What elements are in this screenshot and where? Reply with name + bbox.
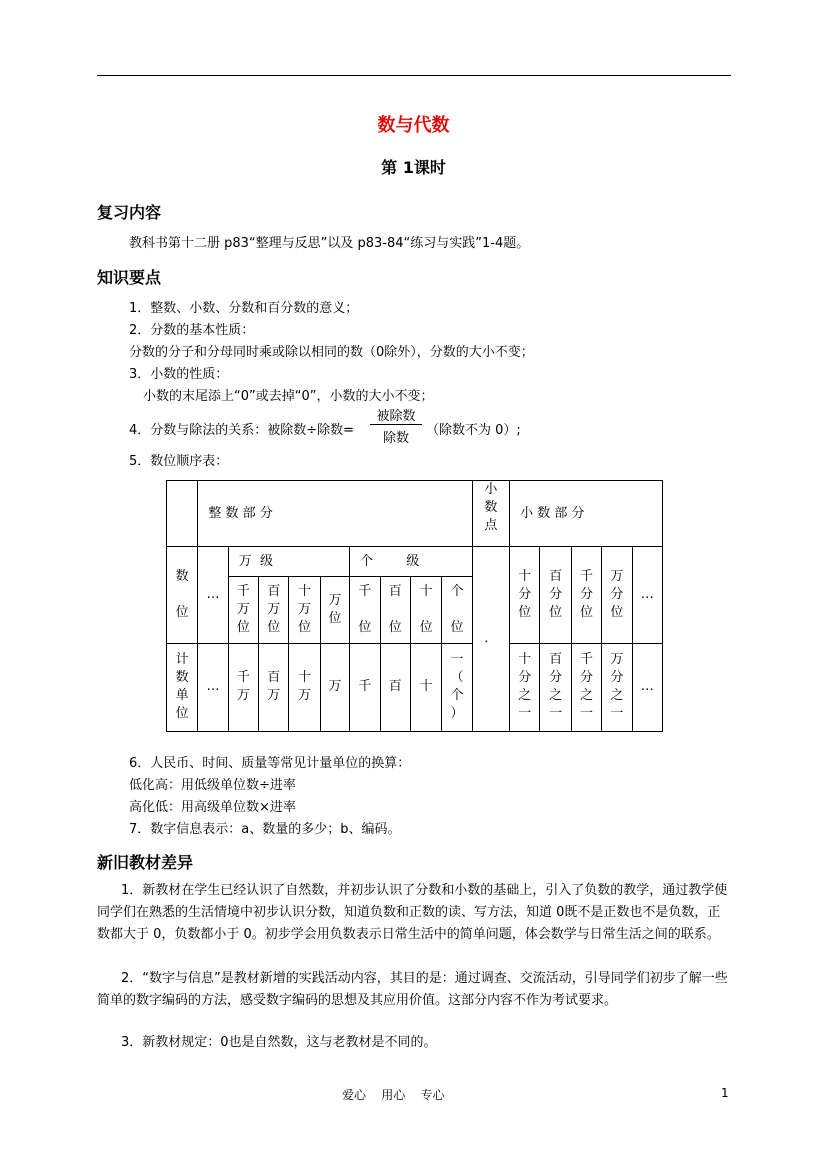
diff-paragraph-2: 2．“数字与信息”是教材新增的实践活动内容，其目的是：通过调查、交流活动，引导同学们初步了解一些简单的数字编码的方法，感受数字编码的思想及其应用价值。这部分内容不作为考试要求。 [97,971,728,1008]
diff-paragraph-3: 3．新教材规定：0也是自然数，这与老教材是不同的。 [121,1035,437,1050]
unit-hundred: 百 [380,643,410,731]
section-knowledge-heading: 知识要点 [97,268,162,287]
knowledge-item-6: 6．人民币、时间、质量等常见计量单位的换算： [129,756,411,771]
knowledge-item-3-detail: 小数的末尾添上“0”或去掉“0”，小数的大小不变； [143,389,434,404]
section-diff-heading: 新旧教材差异 [97,853,194,872]
unit-thousandth: 千 分 之 一 [571,643,601,731]
review-content-text: 教科书第十二册 p83“整理与反思”以及 p83-84“练习与实践”1-4题。 [129,236,530,251]
place-thousands: 千 位 [350,577,380,643]
footer-motto: 爱心 用心 专心 [342,1088,445,1102]
place-tenths: 十 分 位 [510,547,540,643]
unit-ten-thousand: 万 [320,643,349,731]
knowledge-item-3: 3．小数的性质： [129,367,229,382]
knowledge-item-7: 7．数字信息表示：a、数量的多少；b、编码。 [129,822,401,837]
unit-ten: 十 [410,643,441,731]
knowledge-item-6-a: 低化高：用低级单位数÷进率 [129,778,296,793]
knowledge-item-4-prefix: 4．分数与除法的关系：被除数÷除数= [129,423,355,438]
place-thousandths: 千 分 位 [571,547,601,643]
unit-hundredth: 百 分 之 一 [540,643,571,731]
unit-ten-thousandth: 万 分 之 一 [602,643,632,731]
knowledge-item-5: 5．数位顺序表： [129,454,229,469]
place-hundreds: 百 位 [380,577,410,643]
place-ten-thousandths: 万 分 位 [602,547,632,643]
place-ones: 个 位 [442,577,472,643]
fraction-formula [366,405,426,444]
unit-thousand: 千 [350,643,380,731]
integer-part-header: 整 数 部 分 [198,481,472,547]
header-rule [97,75,731,76]
place-ten-thousands: 万 位 [320,577,349,643]
unit-one: 一 （ 个 ） [442,643,472,731]
fraction-bar [370,424,422,425]
row-label-unit: 计 数 单 位 [167,643,198,731]
wan-level-header: 万 级 [228,547,349,577]
ge-level-header: 个 级 [350,547,472,577]
lesson-subtitle: 第 1课时 [381,158,446,177]
decimal-point-cell: ． [472,547,509,732]
fraction-denominator: 除数 [382,431,409,446]
place-value-table [166,480,663,732]
decimal-part-header: 小 数 部 分 [510,481,663,547]
row-label-place: 数 位 [167,547,198,643]
unit-million: 百 万 [259,643,289,731]
unit-ten-million: 千 万 [228,643,258,731]
place-ten-millions: 千 万 位 [228,577,258,643]
place-hundred-thousands: 十 万 位 [289,577,320,643]
unit-ellipsis-right: … [632,643,662,731]
page-number: 1 [721,1086,729,1100]
knowledge-item-4-suffix: （除数不为 0）; [426,423,521,438]
section-review-heading: 复习内容 [97,203,162,222]
unit-tenth: 十 分 之 一 [510,643,540,731]
diff-paragraph-1: 1．新教材在学生已经认识了自然数，并初步认识了分数和小数的基础上，引入了负数的教学，通过教学使同学们在熟悉的生活情境中初步认识分数，知道负数和正数的读、写方法，知道 0既不是正数也不是负数，正数都大于 0，负数都小于 0。初步学会用负数表示日常生活中的简单问题，体会数学与日常生活之间的联系。 [97,883,728,942]
place-ellipsis-right: … [632,547,662,643]
unit-ellipsis-left: … [198,643,228,731]
page-title: 数与代数 [377,115,450,136]
fraction-numerator: 被除数 [376,409,416,424]
knowledge-item-6-b: 高化低：用高级单位数×进率 [129,800,296,815]
knowledge-item-2: 2．分数的基本性质： [129,323,255,338]
place-tens: 十 位 [410,577,441,643]
knowledge-item-1: 1．整数、小数、分数和百分数的意义； [129,301,359,316]
place-ellipsis-left: … [198,547,228,643]
place-hundredths: 百 分 位 [540,547,571,643]
unit-hundred-thousand: 十 万 [289,643,320,731]
table-corner-cell [167,481,198,547]
knowledge-item-2-detail: 分数的分子和分母同时乘或除以相同的数（0除外），分数的大小不变； [129,345,534,360]
place-millions: 百 万 位 [259,577,289,643]
decimal-point-header: 小 数 点 [472,481,509,547]
